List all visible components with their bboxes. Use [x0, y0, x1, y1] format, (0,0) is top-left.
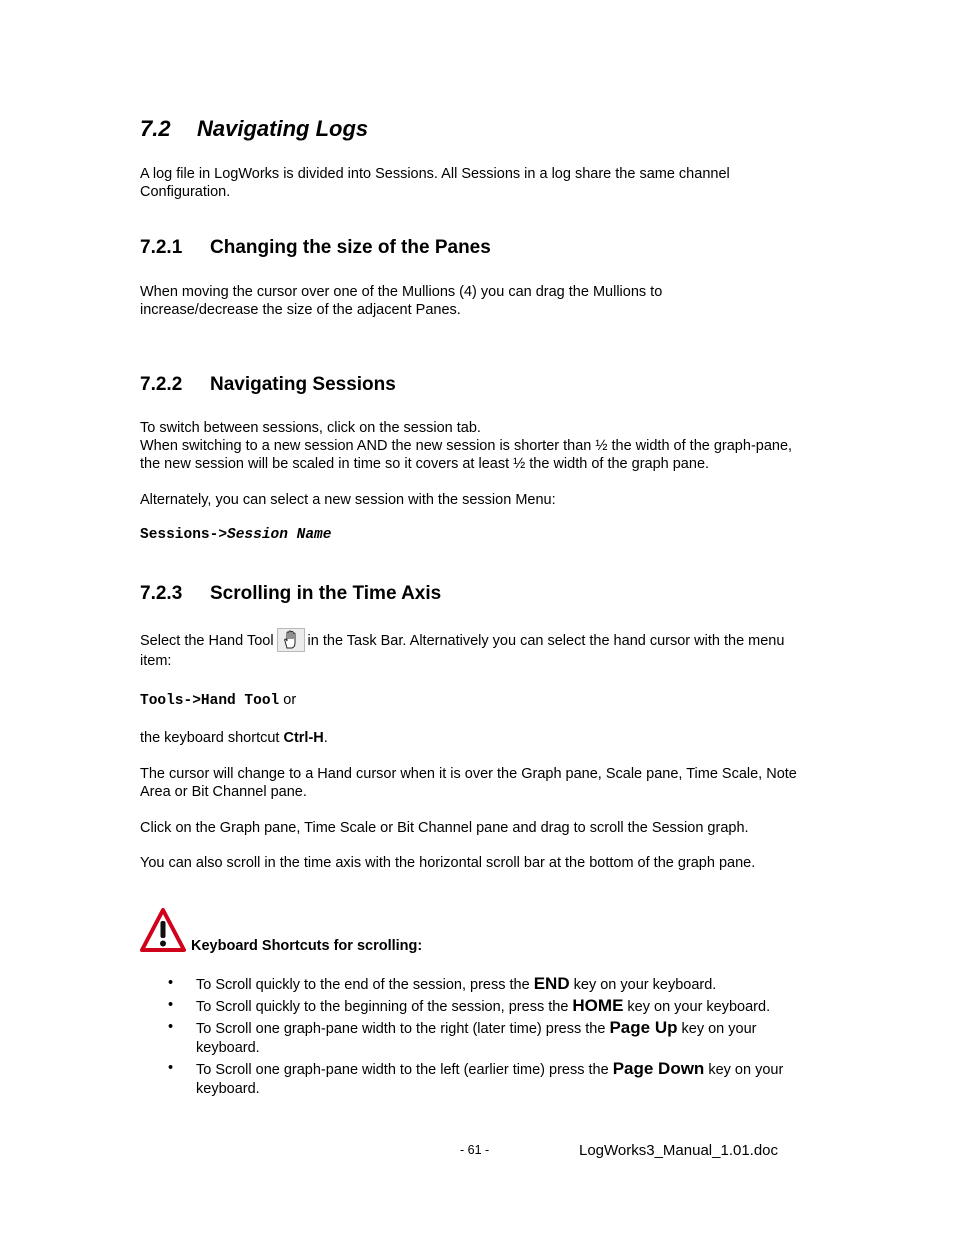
section-heading: [140, 116, 368, 142]
hand-tool-text-before: Select the Hand Tool: [140, 633, 274, 649]
subsection-heading-721: [140, 237, 491, 259]
subsection-title: Changing the size of the Panes: [210, 237, 491, 258]
list-item: • To Scroll one graph-pane width to the right (later time) press the Page Up key on your keyboard.: [168, 1018, 757, 1056]
sessions-paragraph-1: To switch between sessions, click on the session tab.: [140, 420, 481, 436]
intro-paragraph: A log file in LogWorks is divided into Sessions. All Sessions in a log share the same channel Configuration.: [140, 166, 730, 200]
shortcut-text-after: .: [323, 730, 328, 746]
section-number: 7.2: [140, 116, 171, 141]
key-name: HOME: [572, 996, 624, 1015]
subsection-number: 7.2.1: [140, 237, 183, 258]
key-name: Page Up: [609, 1018, 678, 1037]
shortcut-paragraph: [140, 729, 328, 747]
shortcut-list: [140, 974, 820, 1100]
tools-menu-path: Tools->Hand Tool: [140, 693, 280, 709]
menu-or-text: or: [279, 692, 297, 708]
key-name: END: [533, 974, 570, 993]
subsection-heading-723: [140, 583, 441, 605]
subsection-title: Navigating Sessions: [210, 374, 396, 395]
list-item: • To Scroll quickly to the beginning of the session, press the HOME key on your keyboard.: [168, 996, 771, 1015]
hand-tool-text-after: in the Task Bar. Alternatively you can select the hand cursor with the menu item:: [140, 633, 785, 669]
sessions-menu-path: [140, 527, 331, 543]
sessions-paragraph-2: When switching to a new session AND the new session is shorter than ½ the width of the graph-pane, the new session will be scaled in time so it covers at least ½ the width of the graph pane.: [140, 438, 793, 472]
scrollbar-paragraph: You can also scroll in the time axis with the horizontal scroll bar at the bottom of the graph pane.: [140, 855, 756, 871]
hand-tool-paragraph: [140, 628, 812, 670]
key-name: Page Down: [612, 1059, 705, 1078]
subsection-number: 7.2.2: [140, 374, 183, 395]
page-number: - 61 -: [460, 1143, 490, 1157]
panes-paragraph: When moving the cursor over one of the Mullions (4) you can drag the Mullions to increase/decrease the size of the adjacent Panes.: [140, 284, 663, 318]
subsection-title: Scrolling in the Time Axis: [210, 583, 442, 604]
menu-prefix: Sessions->: [140, 527, 228, 543]
section-title: Navigating Logs: [197, 116, 369, 141]
hand-cursor-paragraph: The cursor will change to a Hand cursor when it is over the Graph pane, Scale pane, Time Scale, Note Area or Bit Channel pane.: [140, 766, 797, 800]
sessions-paragraph-3: Alternately, you can select a new session with the session Menu:: [140, 492, 556, 508]
subsection-heading-722: [140, 374, 396, 396]
list-item: • To Scroll one graph-pane width to the left (earlier time) press the Page Down key on your keyboard.: [168, 1059, 784, 1097]
shortcut-key: Ctrl-H: [283, 730, 324, 746]
shortcut-text-before: the keyboard shortcut: [140, 730, 284, 746]
warning-triangle-icon: [140, 908, 186, 952]
warning-title: Keyboard Shortcuts for scrolling:: [191, 938, 423, 954]
hand-icon: [277, 628, 305, 652]
list-item: • To Scroll quickly to the end of the session, press the END key on your keyboard.: [168, 974, 717, 993]
drag-scroll-paragraph: Click on the Graph pane, Time Scale or Bit Channel pane and drag to scroll the Session graph.: [140, 820, 749, 836]
footer-filename: LogWorks3_Manual_1.01.doc: [579, 1142, 779, 1159]
menu-item: Session Name: [227, 527, 332, 543]
tools-menu-line: [140, 692, 296, 709]
subsection-number: 7.2.3: [140, 583, 183, 604]
